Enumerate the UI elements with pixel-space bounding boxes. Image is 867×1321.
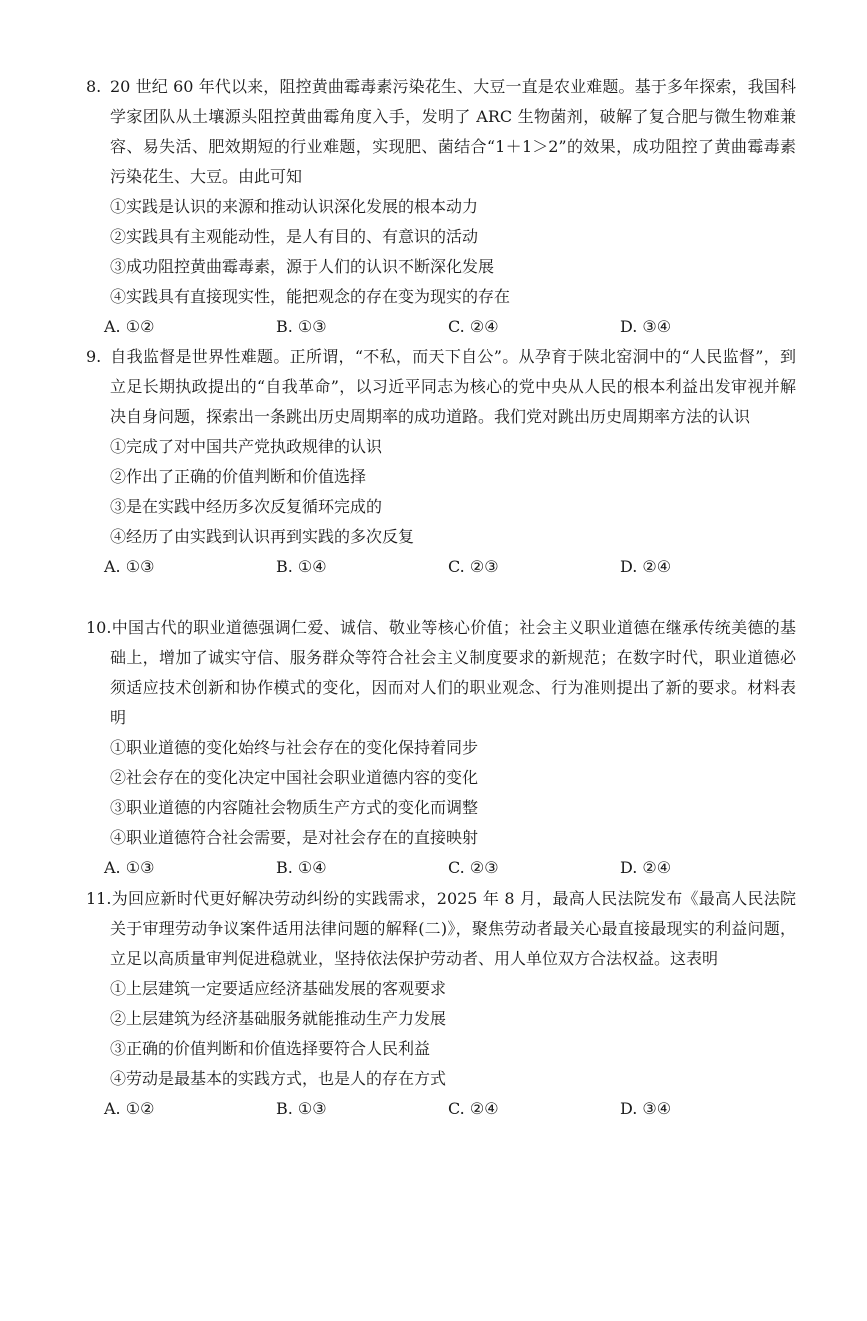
answer-options (86, 853, 796, 883)
question-number: 11. (86, 889, 112, 908)
statement: ②上层建筑为经济基础服务就能推动生产力发展 (110, 1009, 447, 1028)
option-d: D. ②④ (620, 557, 672, 576)
question-stem (86, 884, 796, 974)
option-b: B. ①③ (276, 317, 327, 336)
option-c: C. ②④ (448, 1099, 499, 1118)
statement: ④职业道德符合社会需要，是对社会存在的直接映射 (110, 828, 479, 847)
statement: ②作出了正确的价值判断和价值选择 (110, 467, 367, 486)
question-number: 8. (86, 77, 102, 96)
question-stem (86, 72, 796, 192)
question-number: 9. (86, 347, 102, 366)
option-d: D. ③④ (620, 1099, 672, 1118)
answer-options (86, 1094, 796, 1124)
answer-options (86, 552, 796, 582)
option-c: C. ②③ (448, 858, 499, 877)
option-a: A. ①③ (104, 557, 155, 576)
option-c: C. ②④ (448, 317, 499, 336)
question-11 (86, 884, 796, 1124)
option-a: A. ①③ (104, 858, 155, 877)
statement: ③成功阻控黄曲霉毒素，源于人们的认识不断深化发展 (110, 257, 495, 276)
option-b: B. ①④ (276, 858, 327, 877)
question-text: 为回应新时代更好解决劳动纠纷的实践需求，2025 年 8 月，最高人民法院发布《最高人民法院关于审理劳动争议案件适用法律问题的解释(二)》，聚焦劳动者最关心最直接最现实的利益问题，立足以高质量审判促进稳就业，坚持依法保护劳动者、用人单位双方合法权益。这表明 (110, 889, 796, 968)
question-text: 中国古代的职业道德强调仁爱、诚信、敬业等核心价值；社会主义职业道德在继承传统美德的基础上，增加了诚实守信、服务群众等符合社会主义制度要求的新规范；在数字时代，职业道德必须适应技术创新和协作模式的变化，因而对人们的职业观念、行为准则提出了新的要求。材料表明 (110, 618, 796, 727)
statement: ②实践具有主观能动性，是人有目的、有意识的活动 (110, 227, 479, 246)
statement: ③是在实践中经历多次反复循环完成的 (110, 497, 383, 516)
question-9 (86, 342, 796, 582)
option-d: D. ③④ (620, 317, 672, 336)
statement: ①职业道德的变化始终与社会存在的变化保持着同步 (110, 738, 479, 757)
option-a: A. ①② (104, 1099, 155, 1118)
statement: ①上层建筑一定要适应经济基础发展的客观要求 (110, 979, 447, 998)
question-8 (86, 72, 796, 342)
option-b: B. ①③ (276, 1099, 327, 1118)
statement: ④劳动是最基本的实践方式，也是人的存在方式 (110, 1069, 447, 1088)
option-c: C. ②③ (448, 557, 499, 576)
question-stem (86, 342, 796, 432)
question-stem (86, 613, 796, 733)
question-number: 10. (86, 618, 112, 637)
statement: ①完成了对中国共产党执政规律的认识 (110, 437, 383, 456)
statement: ③正确的价值判断和价值选择要符合人民利益 (110, 1039, 431, 1058)
statement: ①实践是认识的来源和推动认识深化发展的根本动力 (110, 197, 479, 216)
question-10 (86, 613, 796, 883)
option-a: A. ①② (104, 317, 155, 336)
statement: ④实践具有直接现实性，能把观念的存在变为现实的存在 (110, 287, 511, 306)
statement: ③职业道德的内容随社会物质生产方式的变化而调整 (110, 798, 479, 817)
question-text: 20 世纪 60 年代以来，阻控黄曲霉毒素污染花生、大豆一直是农业难题。基于多年探索，我国科学家团队从土壤源头阻控黄曲霉角度入手，发明了 ARC 生物菌剂，破解了复合肥与微生物难兼容、易失活、肥效期短的行业难题，实现肥、菌结合“1＋1＞2”的效果，成功阻控了黄曲霉毒素污染花生、大豆。由此可知 (110, 77, 796, 186)
option-b: B. ①④ (276, 557, 327, 576)
answer-options (86, 312, 796, 342)
statement: ④经历了由实践到认识再到实践的多次反复 (110, 527, 415, 546)
question-text: 自我监督是世界性难题。正所谓，“不私，而天下自公”。从孕育于陕北窑洞中的“人民监督”，到立足长期执政提出的“自我革命”，以习近平同志为核心的党中央从人民的根本利益出发审视并解决自身问题，探索出一条跳出历史周期率的成功道路。我们党对跳出历史周期率方法的认识 (110, 347, 796, 426)
statement: ②社会存在的变化决定中国社会职业道德内容的变化 (110, 768, 479, 787)
option-d: D. ②④ (620, 858, 672, 877)
